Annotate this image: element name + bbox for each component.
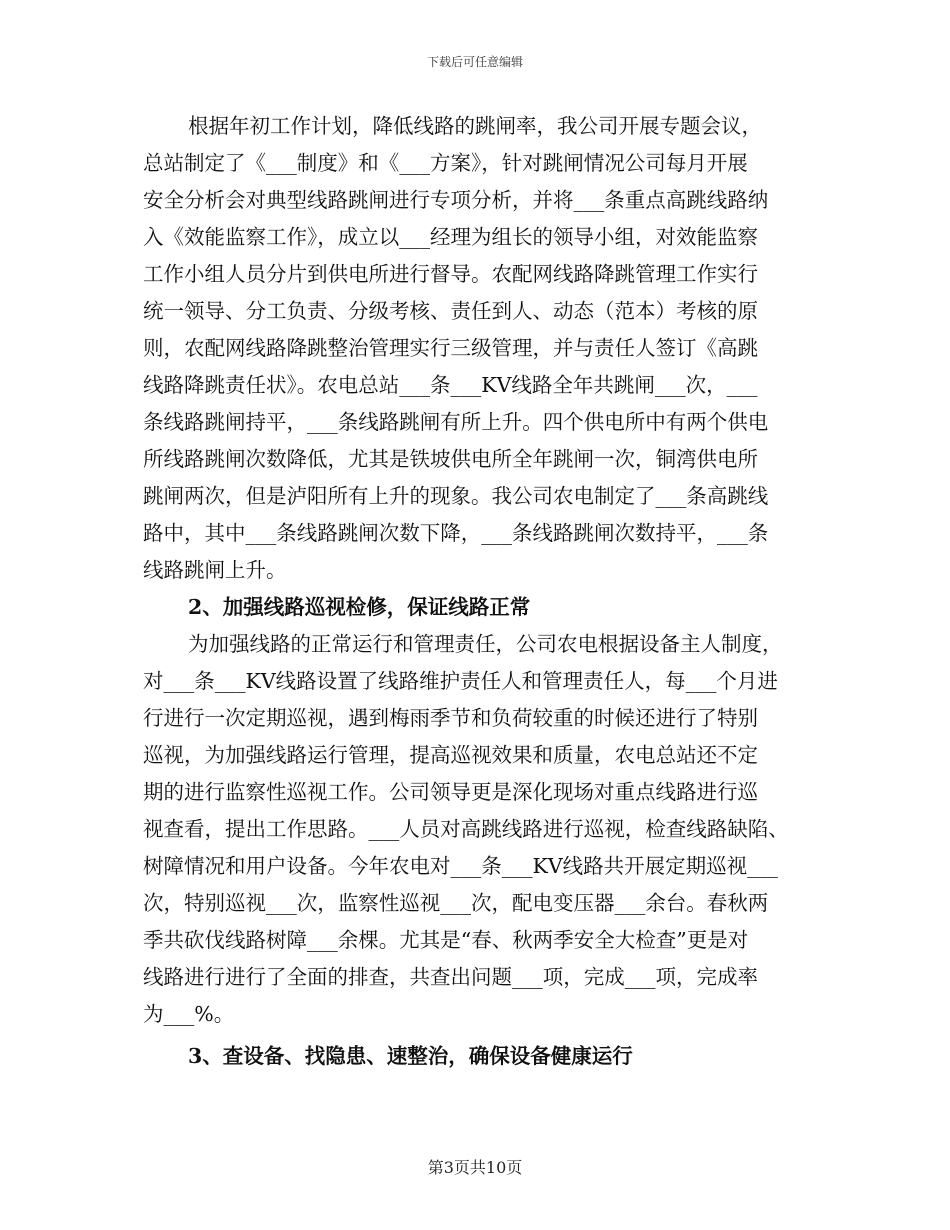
paragraph-line: 视查看，提出工作思路。___人员对高跳线路进行巡视，检查线路缺陷、 xyxy=(143,817,789,841)
paragraph-line: 巡视，为加强线路运行管理，提高巡视效果和质量，农电总站还不定 xyxy=(143,743,758,767)
paragraph-line: 为加强线路的正常运行和管理责任，公司农电根据设备主人制度， xyxy=(188,632,783,656)
paragraph-line: 线路降跳责任状》。农电总站___条___KV线路全年共跳闸___次，___ xyxy=(143,373,758,397)
paragraph-line: 路中，其中___条线路跳闸次数下降，___条线路跳闸次数持平，___条 xyxy=(143,521,769,545)
paragraph-line: 总站制定了《___制度》和《___方案》，针对跳闸情况公司每月开展 xyxy=(143,151,748,175)
section-heading-3: 3、查设备、找隐患、速整治，确保设备健康运行 xyxy=(188,1044,633,1068)
paragraph-line: 次，特别巡视___次，监察性巡视___次，配电变压器___余台。春秋两 xyxy=(143,891,769,915)
paragraph-line: 入《效能监察工作》，成立以___经理为组长的领导小组，对效能监察 xyxy=(143,225,758,249)
section-heading-2: 2、加强线路巡视检修，保证线路正常 xyxy=(188,595,531,619)
paragraph-line: 跳闸两次，但是泸阳所有上升的现象。我公司农电制定了___条高跳线 xyxy=(143,484,769,508)
paragraph-line: 线路进行进行了全面的排查，共查出问题___项，完成___项，完成率 xyxy=(143,965,758,989)
paragraph-1 xyxy=(143,108,808,589)
page-footer: 第3页共10页 xyxy=(427,1158,523,1177)
paragraph-line: 条线路跳闸持平，___条线路跳闸有所上升。四个供电所中有两个供电 xyxy=(143,410,769,434)
paragraph-line: 则，农配网线路降跳整治管理实行三级管理，并与责任人签订《高跳 xyxy=(143,336,758,360)
paragraph-line: 为___%。 xyxy=(143,1002,235,1026)
paragraph-2 xyxy=(143,626,808,1033)
paragraph-line: 行进行一次定期巡视，遇到梅雨季节和负荷较重的时候还进行了特别 xyxy=(143,706,758,730)
paragraph-line: 统一领导、分工负责、分级考核、责任到人、动态（范本）考核的原 xyxy=(143,299,758,323)
document-body xyxy=(143,108,808,1075)
paragraph-line: 对___条___KV线路设置了线路维护责任人和管理责任人，每___个月进 xyxy=(143,669,778,693)
page-header: 下载后可任意编辑 xyxy=(426,55,523,69)
paragraph-line: 安全分析会对典型线路跳闸进行专项分析，并将___条重点高跳线路纳 xyxy=(143,188,769,212)
paragraph-line: 工作小组人员分片到供电所进行督导。农配网线路降跳管理工作实行 xyxy=(143,262,758,286)
paragraph-line: 季共砍伐线路树障___余棵。尤其是“春、秋两季安全大检查”更是对 xyxy=(143,928,749,952)
paragraph-line: 树障情况和用户设备。今年农电对___条___KV线路共开展定期巡视___ xyxy=(143,854,778,878)
paragraph-line: 所线路跳闸次数降低，尤其是铁坡供电所全年跳闸一次，铜湾供电所 xyxy=(143,447,758,471)
paragraph-line: 期的进行监察性巡视工作。公司领导更是深化现场对重点线路进行巡 xyxy=(143,780,758,804)
paragraph-line: 根据年初工作计划，降低线路的跳闸率，我公司开展专题会议， xyxy=(188,114,762,138)
paragraph-line: 线路跳闸上升。 xyxy=(143,558,287,582)
